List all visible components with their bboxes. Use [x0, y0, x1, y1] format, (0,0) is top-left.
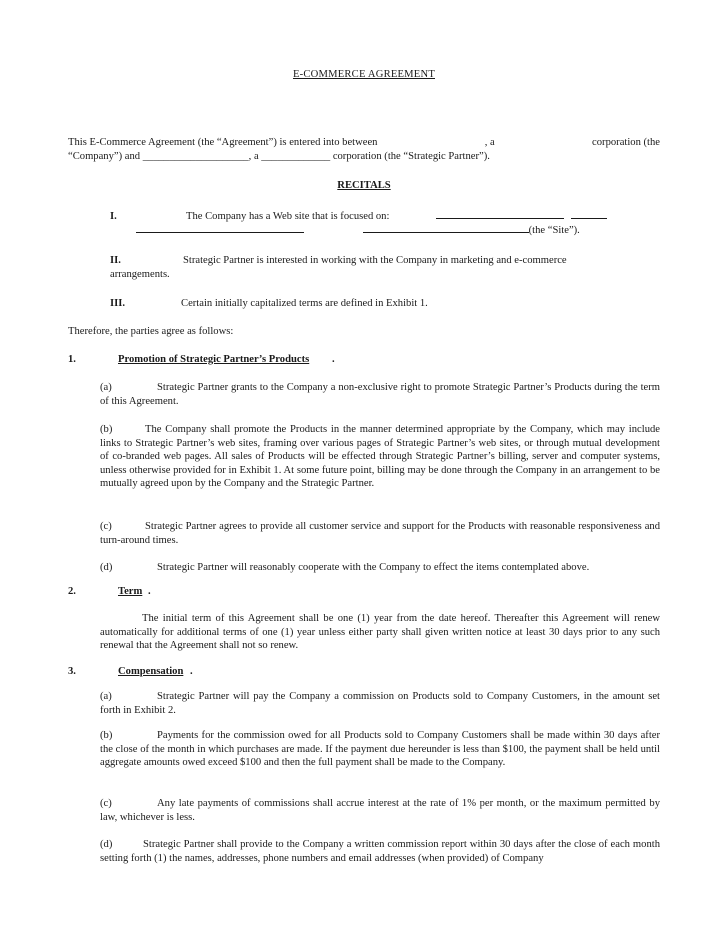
section-heading-text: Term [118, 586, 143, 597]
section-3-para-d [100, 838, 660, 865]
para-label: (d) [100, 839, 113, 850]
section-3-para-c [100, 797, 660, 824]
para-label: (c) [100, 521, 112, 532]
para-label: (b) [100, 730, 113, 741]
section-number: 2. [68, 586, 76, 597]
section-heading-text: Compensation [118, 666, 184, 677]
recital-2 [110, 254, 660, 281]
recital-1 [110, 209, 660, 224]
recital-number: I. [110, 211, 117, 222]
para-text: Any late payments of commissions shall accrue interest at the rate of 1% per month, or the maximum permitted by law, whichever is less. [100, 798, 660, 823]
blank-line [571, 209, 607, 219]
section-1-heading [68, 353, 660, 367]
intro-line1-a: This E-Commerce Agreement (the “Agreement”) is entered into between [68, 137, 378, 148]
section-1-para-c [100, 520, 660, 547]
section-3-heading [68, 665, 660, 679]
para-text: Strategic Partner grants to the Company a non-exclusive right to promote Strategic Partner’s Products during the term of this Agreement. [100, 382, 660, 407]
document-title: E-COMMERCE AGREEMENT [292, 69, 435, 80]
therefore-clause: Therefore, the parties agree as follows: [68, 326, 234, 337]
intro-line1-b: , a [484, 137, 495, 148]
recitals-heading: RECITALS [337, 180, 391, 191]
section-number: 3. [68, 666, 76, 677]
section-heading-period: . [332, 354, 335, 365]
blank-line [436, 209, 564, 219]
recital-3 [110, 297, 660, 311]
intro-line2: “Company”) and ____________________, a _____________ corporation (the “Strategic Partner”). [68, 150, 490, 162]
para-label: (c) [100, 798, 112, 809]
recital-number: II. [110, 255, 121, 266]
section-heading-period: . [190, 666, 193, 677]
para-label: (a) [100, 382, 112, 393]
section-2-body: The initial term of this Agreement shall be one (1) year from the date hereof. Thereafter this Agreement will renew automatically for additional terms of one (1) year unless either party shall given written notice at least 30 days prior to any such renewal that the Agreement shall not so renew. [100, 613, 660, 652]
section-heading [118, 353, 309, 367]
recital-text: The Company has a Web site that is focused on: [186, 211, 390, 222]
para-text: Strategic Partner will reasonably cooperate with the Company to effect the items contemplated above. [157, 562, 590, 573]
recital-text-continued: arrangements. [110, 268, 170, 280]
para-label: (a) [100, 691, 112, 702]
blank-line [363, 223, 529, 233]
section-1-para-a [100, 381, 660, 408]
para-text: The Company shall promote the Products in the manner determined appropriate by the Company, which may include links to Strategic Partner’s web sites, framing over various pages of Strategic Partner’s web sites, or through mutual development of co-branded web pages. All sales of Products will be effected through Strategic Partner’s billing, server and computer systems, unless otherwise provided for in Exhibit 1. At some future point, billing may be done through the Company in an arrangement to be mutually agreed upon by the Company and the Strategic Partner. [100, 424, 660, 490]
recital-text: Strategic Partner is interested in working with the Company in marketing and e-commerce [183, 255, 567, 266]
section-2-heading [68, 585, 660, 599]
recital-number: III. [110, 298, 126, 309]
para-text: Strategic Partner agrees to provide all customer service and support for the Products with reasonable responsiveness and turn-around times. [100, 521, 660, 546]
blank-line [136, 223, 304, 233]
para-label: (b) [100, 424, 113, 435]
section-heading-text: Promotion of Strategic Partner’s Products [118, 354, 310, 365]
section-3-para-b [100, 729, 660, 770]
section-1-para-b [100, 423, 660, 491]
recital-1-continued [136, 223, 696, 238]
section-1-para-d [100, 561, 660, 575]
section-heading [118, 585, 142, 599]
para-text: Strategic Partner will pay the Company a commission on Products sold to Company Customers, in the amount set forth in Exhibit 2. [100, 691, 660, 716]
para-text: Payments for the commission owed for all Products sold to Company Customers shall be made within 30 days after the close of the month in which purchases are made. If the payment due hereunder is less than $100, the payment shall be held until aggregate amounts owed exceed $100 and then the full payment shall be made to the Company. [100, 730, 660, 769]
para-text: Strategic Partner shall provide to the Company a written commission report within 30 days after the close of each month setting forth (1) the names, addresses, phone numbers and email addresses (when provided) of Company [100, 839, 660, 864]
section-heading-period: . [148, 586, 151, 597]
para-label: (d) [100, 562, 113, 573]
intro-line1-c: corporation (the [592, 137, 660, 148]
section-3-para-a [100, 690, 660, 717]
intro-paragraph [68, 136, 660, 163]
recital-tail: (the “Site”). [528, 225, 580, 236]
section-number: 1. [68, 354, 76, 365]
recital-text: Certain initially capitalized terms are defined in Exhibit 1. [181, 298, 428, 309]
section-heading [118, 665, 183, 679]
